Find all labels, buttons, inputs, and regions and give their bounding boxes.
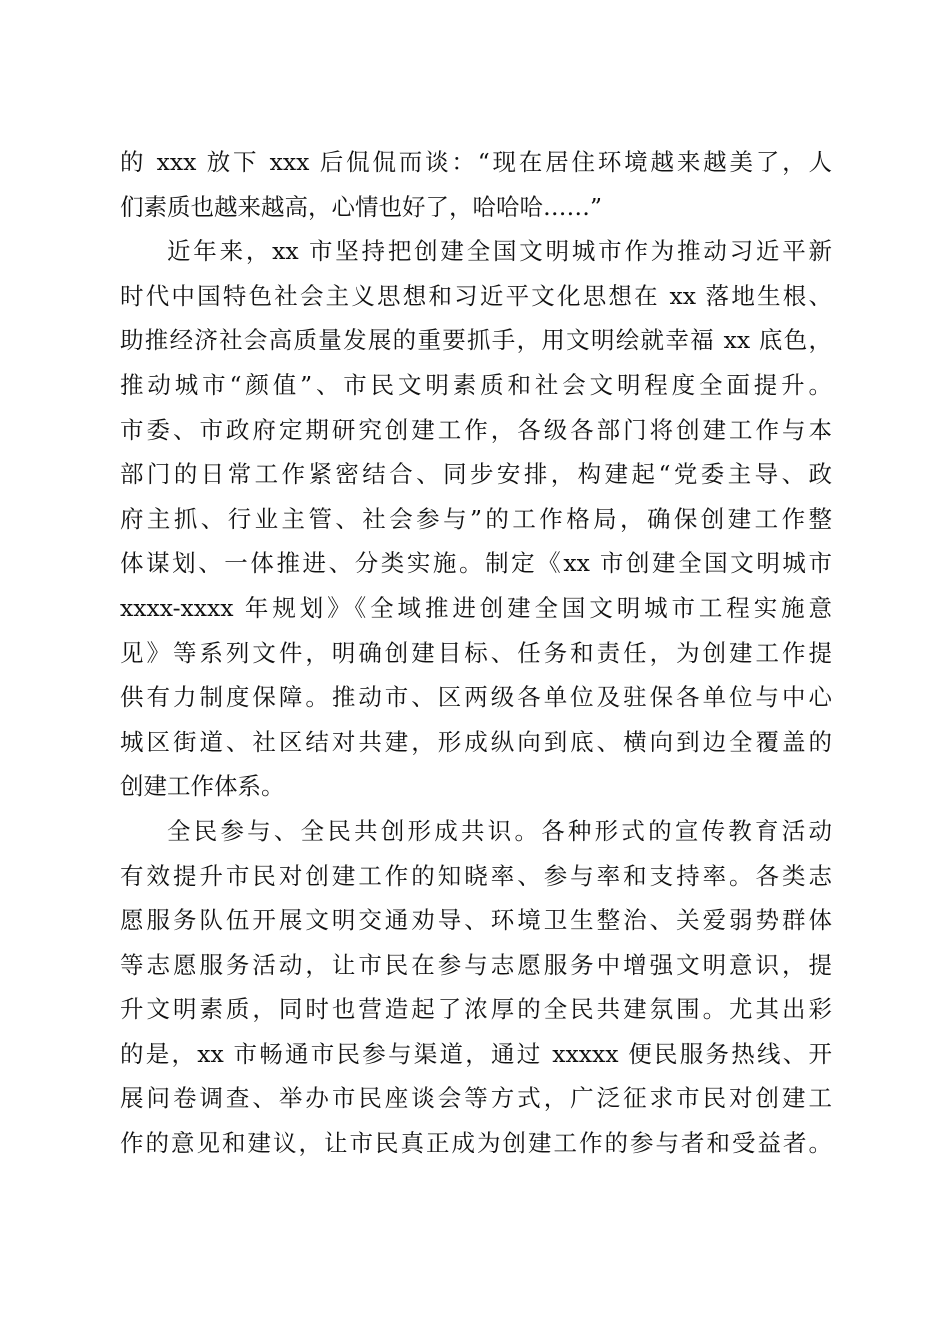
text-line: 市委、市政府定期研究创建工作，各级各部门将创建工作与本: [120, 415, 832, 444]
text-line: 见》等系列文件，明确创建目标、任务和责任，为创建工作提: [120, 638, 832, 667]
text-line: 作的意见和建议，让市民真正成为创建工作的参与者和受益者。: [120, 1129, 832, 1158]
text-line: 城区街道、社区结对共建，形成纵向到底、横向到边全覆盖的: [120, 727, 832, 756]
text-line: 府主抓、行业主管、社会参与”的工作格局，确保创建工作整: [120, 504, 832, 533]
text-line: 体谋划、一体推进、分类实施。制定《xx 市创建全国文明城市: [120, 549, 832, 578]
text-line: 全民参与、全民共创形成共识。各种形式的宣传教育活动: [167, 816, 832, 845]
paragraph-quote-continuation: [120, 140, 832, 229]
text-line: 创建工作体系。: [120, 772, 285, 801]
paragraph-city-creation: [120, 229, 832, 809]
text-line: 助推经济社会高质量发展的重要抓手，用文明绘就幸福 xx 底色，: [120, 326, 832, 355]
text-line: 升文明素质，同时也营造起了浓厚的全民共建氛围。尤其出彩: [120, 995, 832, 1024]
paragraph-public-participation: [120, 809, 832, 1166]
text-line: 们素质也越来越高，心情也好了，哈哈哈……”: [120, 192, 603, 221]
text-line: 近年来，xx 市坚持把创建全国文明城市作为推动习近平新: [167, 237, 832, 266]
text-line: 供有力制度保障。推动市、区两级各单位及驻保各单位与中心: [120, 683, 832, 712]
document-body: [120, 140, 832, 1166]
text-line: 愿服务队伍开展文明交通劝导、环境卫生整治、关爱弱势群体: [120, 906, 832, 935]
text-line: 展问卷调查、举办市民座谈会等方式，广泛征求市民对创建工: [120, 1084, 832, 1113]
text-line: 有效提升市民对创建工作的知晓率、参与率和支持率。各类志: [120, 861, 832, 890]
text-line: 的是，xx 市畅通市民参与渠道，通过 xxxxx 便民服务热线、开: [120, 1039, 832, 1068]
text-line: 部门的日常工作紧密结合、同步安排，构建起“党委主导、政: [120, 460, 832, 489]
text-line: 等志愿服务活动，让市民在参与志愿服务中增强文明意识，提: [120, 950, 832, 979]
text-line: xxxx-xxxx 年规划》《全域推进创建全国文明城市工程实施意: [120, 593, 832, 622]
text-line: 的 xxx 放下 xxx 后侃侃而谈：“现在居住环境越来越美了，人: [120, 148, 832, 176]
text-line: 时代中国特色社会主义思想和习近平文化思想在 xx 落地生根、: [120, 281, 832, 310]
text-line: 推动城市“颜值”、市民文明素质和社会文明程度全面提升。: [120, 370, 832, 399]
